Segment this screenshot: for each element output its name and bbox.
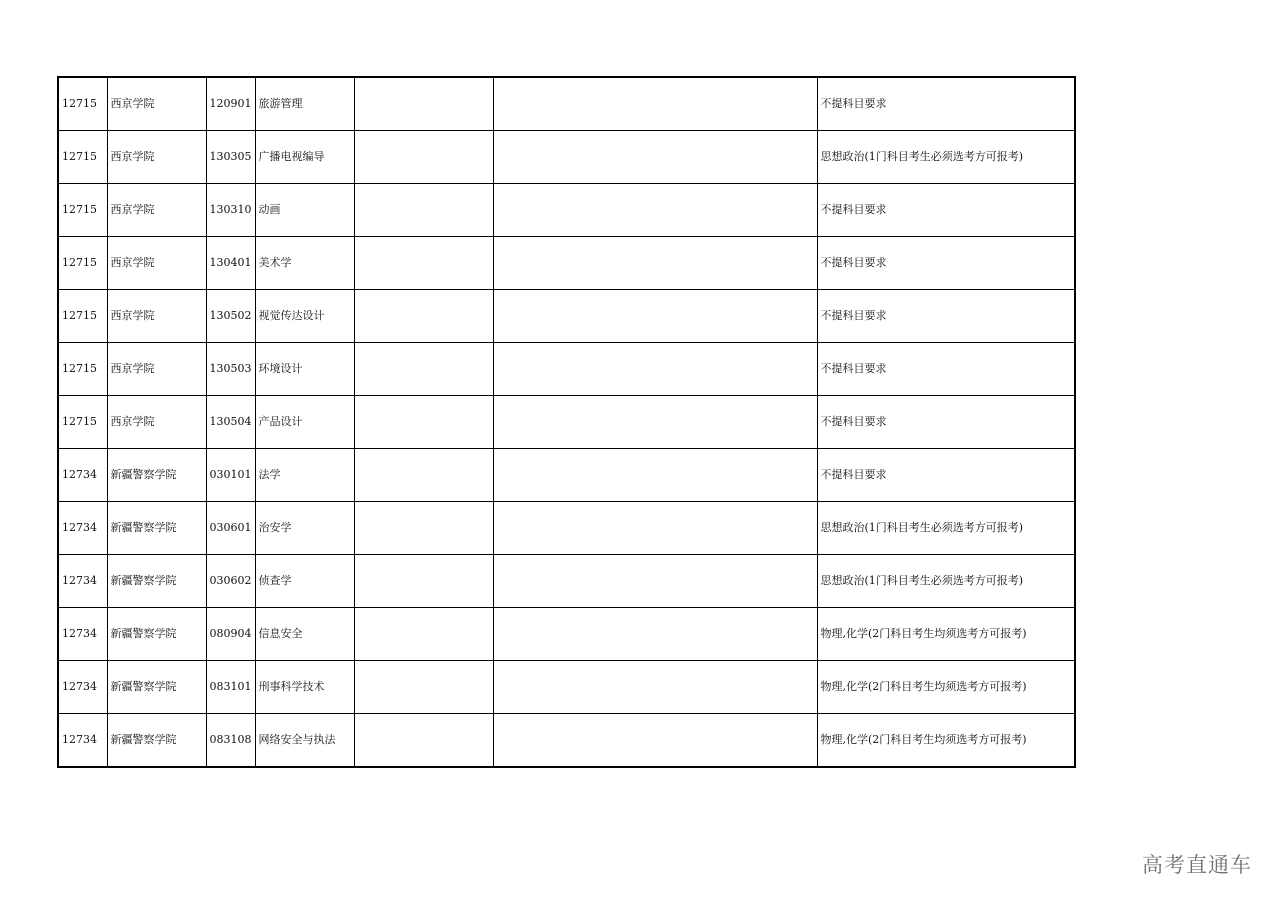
empty-cell — [354, 608, 493, 661]
empty-cell — [493, 343, 817, 396]
table-body — [58, 77, 1075, 767]
subject-requirement-cell: 不提科目要求 — [817, 343, 1075, 396]
major-code-cell: 030601 — [206, 502, 255, 555]
empty-cell — [493, 555, 817, 608]
school-name-cell: 西京学院 — [107, 131, 206, 184]
school-code-cell: 12734 — [58, 661, 107, 714]
school-name-cell: 新疆警察学院 — [107, 502, 206, 555]
empty-cell — [493, 290, 817, 343]
empty-cell — [493, 714, 817, 768]
school-name-cell: 西京学院 — [107, 77, 206, 131]
table-row — [58, 290, 1075, 343]
subject-requirement-cell: 思想政治(1门科目考生必须选考方可报考) — [817, 502, 1075, 555]
subject-requirement-cell: 思想政治(1门科目考生必须选考方可报考) — [817, 131, 1075, 184]
table-row — [58, 131, 1075, 184]
major-code-cell: 130502 — [206, 290, 255, 343]
table-row — [58, 77, 1075, 131]
table-row — [58, 608, 1075, 661]
school-code-cell: 12715 — [58, 77, 107, 131]
empty-cell — [354, 396, 493, 449]
major-name-cell: 广播电视编导 — [255, 131, 354, 184]
subject-requirement-cell: 物理,化学(2门科目考生均须选考方可报考) — [817, 608, 1075, 661]
subject-requirement-cell: 不提科目要求 — [817, 77, 1075, 131]
school-code-cell: 12715 — [58, 396, 107, 449]
major-code-cell: 030101 — [206, 449, 255, 502]
major-name-cell: 侦查学 — [255, 555, 354, 608]
school-name-cell: 新疆警察学院 — [107, 661, 206, 714]
empty-cell — [493, 608, 817, 661]
empty-cell — [354, 343, 493, 396]
table-row — [58, 555, 1075, 608]
major-code-cell: 083101 — [206, 661, 255, 714]
school-code-cell: 12715 — [58, 131, 107, 184]
school-code-cell: 12715 — [58, 237, 107, 290]
school-name-cell: 新疆警察学院 — [107, 608, 206, 661]
subject-requirement-cell: 不提科目要求 — [817, 449, 1075, 502]
school-code-cell: 12715 — [58, 343, 107, 396]
table-row — [58, 661, 1075, 714]
school-code-cell: 12715 — [58, 290, 107, 343]
school-name-cell: 西京学院 — [107, 290, 206, 343]
empty-cell — [493, 396, 817, 449]
major-code-cell: 130305 — [206, 131, 255, 184]
empty-cell — [354, 661, 493, 714]
empty-cell — [354, 555, 493, 608]
table-row — [58, 343, 1075, 396]
major-code-cell: 130401 — [206, 237, 255, 290]
school-code-cell: 12734 — [58, 449, 107, 502]
empty-cell — [493, 237, 817, 290]
table-row — [58, 449, 1075, 502]
school-name-cell: 西京学院 — [107, 237, 206, 290]
major-code-cell: 080904 — [206, 608, 255, 661]
empty-cell — [354, 184, 493, 237]
empty-cell — [354, 449, 493, 502]
major-name-cell: 美术学 — [255, 237, 354, 290]
empty-cell — [354, 237, 493, 290]
major-code-cell: 083108 — [206, 714, 255, 768]
subject-requirement-cell: 不提科目要求 — [817, 184, 1075, 237]
empty-cell — [493, 449, 817, 502]
subject-requirement-cell: 不提科目要求 — [817, 396, 1075, 449]
major-name-cell: 旅游管理 — [255, 77, 354, 131]
empty-cell — [354, 502, 493, 555]
major-name-cell: 环境设计 — [255, 343, 354, 396]
table-row — [58, 502, 1075, 555]
empty-cell — [354, 131, 493, 184]
admission-table — [57, 76, 1076, 768]
empty-cell — [493, 131, 817, 184]
empty-cell — [354, 714, 493, 768]
table-row — [58, 396, 1075, 449]
school-name-cell: 西京学院 — [107, 396, 206, 449]
empty-cell — [493, 77, 817, 131]
table-row — [58, 237, 1075, 290]
major-code-cell: 130503 — [206, 343, 255, 396]
school-code-cell: 12734 — [58, 608, 107, 661]
school-name-cell: 西京学院 — [107, 184, 206, 237]
school-code-cell: 12734 — [58, 502, 107, 555]
major-name-cell: 产品设计 — [255, 396, 354, 449]
empty-cell — [493, 661, 817, 714]
watermark-logo: 高考直通车 — [1142, 853, 1252, 877]
empty-cell — [354, 77, 493, 131]
school-name-cell: 西京学院 — [107, 343, 206, 396]
subject-requirement-cell: 物理,化学(2门科目考生均须选考方可报考) — [817, 714, 1075, 768]
empty-cell — [354, 290, 493, 343]
major-name-cell: 视觉传达设计 — [255, 290, 354, 343]
major-name-cell: 法学 — [255, 449, 354, 502]
major-code-cell: 130310 — [206, 184, 255, 237]
subject-requirement-cell: 物理,化学(2门科目考生均须选考方可报考) — [817, 661, 1075, 714]
table-row — [58, 184, 1075, 237]
empty-cell — [493, 184, 817, 237]
major-code-cell: 130504 — [206, 396, 255, 449]
major-name-cell: 信息安全 — [255, 608, 354, 661]
major-name-cell: 动画 — [255, 184, 354, 237]
school-code-cell: 12715 — [58, 184, 107, 237]
major-name-cell: 治安学 — [255, 502, 354, 555]
major-name-cell: 网络安全与执法 — [255, 714, 354, 768]
school-code-cell: 12734 — [58, 555, 107, 608]
table-row — [58, 714, 1075, 768]
major-code-cell: 030602 — [206, 555, 255, 608]
school-name-cell: 新疆警察学院 — [107, 449, 206, 502]
major-code-cell: 120901 — [206, 77, 255, 131]
subject-requirement-cell: 不提科目要求 — [817, 290, 1075, 343]
subject-requirement-cell: 思想政治(1门科目考生必须选考方可报考) — [817, 555, 1075, 608]
school-name-cell: 新疆警察学院 — [107, 555, 206, 608]
empty-cell — [493, 502, 817, 555]
major-name-cell: 刑事科学技术 — [255, 661, 354, 714]
school-code-cell: 12734 — [58, 714, 107, 768]
school-name-cell: 新疆警察学院 — [107, 714, 206, 768]
subject-requirement-cell: 不提科目要求 — [817, 237, 1075, 290]
